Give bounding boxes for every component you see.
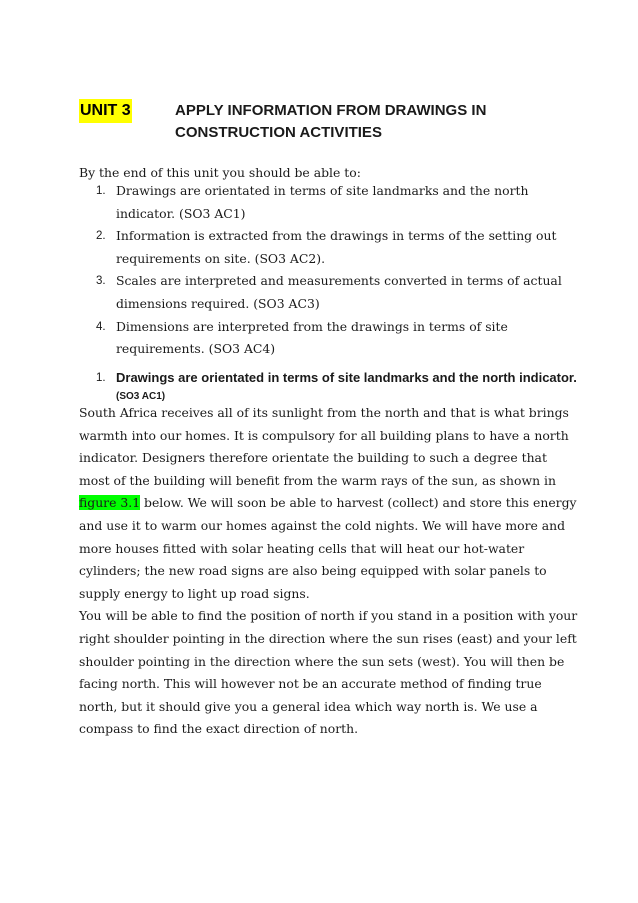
outcome-number: 1. [96, 185, 106, 197]
body-paragraph-1 [79, 402, 579, 605]
outcome-item [79, 270, 579, 315]
unit-title-line-2: CONSTRUCTION ACTIVITIES [175, 124, 382, 141]
section-heading-main: Drawings are orientated in terms of site landmarks and the north indicator. [116, 370, 577, 385]
section-heading-text [79, 369, 579, 405]
intro-lead: By the end of this unit you should be able to: [79, 165, 361, 180]
section-1-body [79, 402, 579, 741]
outcome-item [79, 180, 579, 225]
outcome-item [79, 225, 579, 270]
outcome-number: 3. [96, 275, 106, 288]
unit-label: UNIT 3 [79, 99, 132, 123]
section-number: 1. [96, 372, 106, 384]
section-1-heading [79, 369, 579, 405]
outcome-text: Drawings are orientated in terms of site landmarks and the north indicator. (SO3 AC1) [116, 183, 529, 221]
outcome-text: Dimensions are interpreted from the drawings in terms of site requirements. (SO3 AC4) [116, 318, 508, 357]
body-paragraph-2: You will be able to find the position of north if you stand in a position with your right shoulder pointing in the direction where the sun rises (east) and your left shoulder pointing in the direction where the sun sets (west). You will then be facing north. This will however not be an accurate method of finding true north, but it should give you a general idea which way north is. We use a compass to find the exact direction of north. [79, 608, 578, 737]
outcome-text: Scales are interpreted and measurements converted in terms of actual dimensions required. (SO3 AC3) [116, 273, 562, 311]
learning-outcomes-list [79, 180, 579, 361]
section-heading-ref: (SO3 AC1) [116, 391, 166, 402]
para1-before: South Africa receives all of its sunlight from the north and that is what brings warmth into our homes. It is compulsory for all building plans to have a north indicator. Designers therefore orientate the building to such a degree that most of the building will benefit from the warm rays of the sun, as shown in [79, 405, 569, 488]
para1-after: below. We will soon be able to harvest (collect) and store this energy and use it to warm our homes against the cold nights. We will have more and more houses fitted with solar heating cells that will heat our hot-water cylinders; the new road signs are also being equipped with solar panels to supply energy to light up road signs. [79, 495, 577, 601]
figure-reference: figure 3.1 [79, 495, 141, 511]
outcome-number: 2. [96, 230, 106, 243]
unit-title-line-1: APPLY INFORMATION FROM DRAWINGS IN [175, 102, 487, 119]
outcome-number: 4. [96, 320, 106, 333]
outcome-text: Information is extracted from the drawings in terms of the setting out requirements on site. (SO3 AC2). [116, 228, 557, 266]
outcome-item [79, 316, 579, 361]
